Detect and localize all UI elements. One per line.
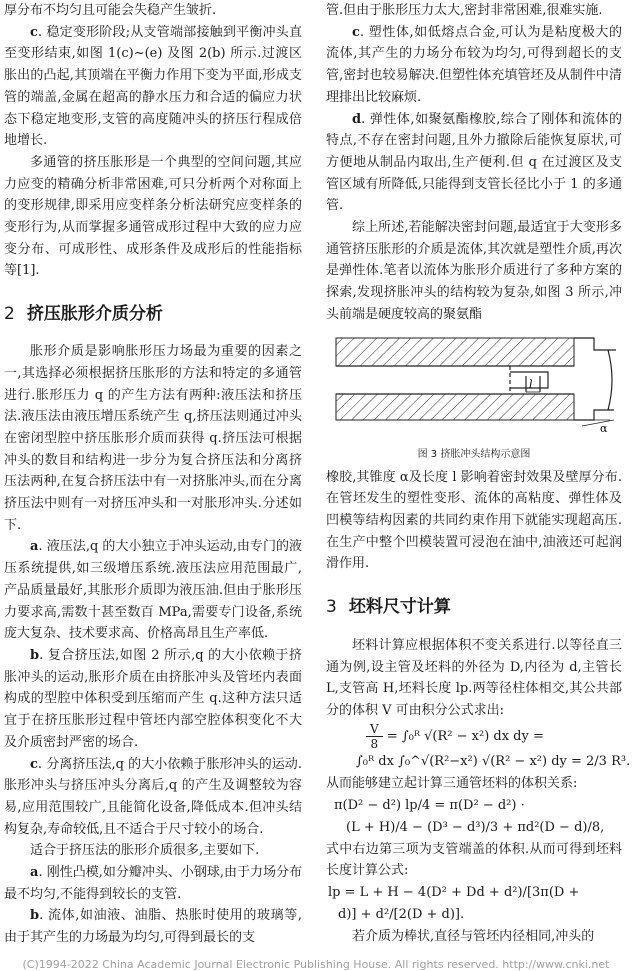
item-label: b xyxy=(30,908,40,924)
punch-hatched-body xyxy=(336,338,574,420)
paragraph-method-b xyxy=(4,645,302,754)
item-text: . 分离挤压法,q 的大小依赖于胀形冲头的运动.胀形冲头与挤压冲头分离后,q 的产生及调整较为容易,应用范围较广,且能简化设备,降低成本.但冲头结构复杂,寿命较低,且不适合于尺寸较小的场合. xyxy=(4,756,302,837)
figure-caption: 图 3 挤胀冲头结构示意图 xyxy=(417,448,531,460)
paragraph-stage-c xyxy=(4,22,302,152)
item-text: . 稳定变形阶段;从支管端部接触到平衡冲头直至变形结束,如图 1(c)~(e) 及图 2(b) 所示.过渡区胀出的凸起,其顶端在平衡力作用下变为平面,形成支管的端盖,金属在超高的静水压力和合适的偏应力状态下稳定地变形,支管的高度随冲头的挤压行程成倍地增长. xyxy=(4,24,302,149)
item-text: . 刚性凸模,如分瓣冲头、小钢球,由于力场分布最不均匀,不能得到较长的支管. xyxy=(4,865,302,902)
formula-volume-2: ∫₀ᴿ dx ∫₀^√(R²−x²) √(R² − x²) dy = 2/3 R³. xyxy=(356,753,631,769)
label-alpha: α xyxy=(600,421,608,435)
paragraph-media-b xyxy=(4,905,302,948)
formula-rhs: √(R² − x²) dx dy = xyxy=(424,728,544,744)
paragraph-after-figure: 橡胶,其锥度 α及长度 l 影响着密封效果及壁厚分布.在管坯发生的塑性变形、流体的高粘度、弹性体及凹模等结构因素的共同约束作用下就能实现超高压.在生产中整个凹模装置可浸泡在油中,油液还可起润滑作用. xyxy=(326,469,622,572)
fraction xyxy=(366,722,383,751)
item-label: c xyxy=(30,24,38,40)
left-column xyxy=(4,0,302,949)
section-heading-2 xyxy=(4,302,302,326)
paragraph-intro: 多通管的挤压胀形是一个典型的空间问题,其应力应变的精确分析非常困难,可只分析两个对称面上的变形规律,即采用应变样条分析法研究应变样条的变形行为,从而掌握多通管成形过程中大致的应力应变分布、可成形性、成形条件及成形后的性能指标等[1]. xyxy=(4,154,302,279)
paragraph-last: 若介质为棒状,直径与管坯内径相同,冲头的 xyxy=(352,928,595,944)
paragraph-media-c xyxy=(326,22,622,109)
punch-structure-diagram xyxy=(326,332,622,444)
item-text: . 塑性体,如低熔点合金,可认为是粘度极大的流体,其产生的力场分布较为均匀,可得到超长的支管,密封也较易解决.但塑性体充填管坯及从制件中清理排出比较麻烦. xyxy=(326,24,622,105)
item-label: b xyxy=(30,647,40,663)
right-column xyxy=(326,0,631,948)
figure-3 xyxy=(326,332,622,462)
paragraph-volume-relation: 从而能够建立起计算三通管坯料的体积关系: xyxy=(326,775,578,791)
formula-relation-2: (L + H)/4 − (D³ − d³)/3 + πd²(D − d)/8, xyxy=(346,819,605,835)
formula-integral: = ∫₀ᴿ xyxy=(386,728,420,744)
paragraph-media-a xyxy=(4,862,302,905)
item-label: c xyxy=(352,24,360,40)
section-title: 挤压胀形介质分析 xyxy=(26,304,163,325)
paragraph-method-a xyxy=(4,536,302,645)
paragraph-media-d xyxy=(326,109,622,218)
item-text: . 流体,如油液、油脂、热胀时使用的玻璃等,由于其产生的力场最为均匀,可得到最长的支 xyxy=(4,908,302,946)
paragraph-blank-calc: 坯料计算应根据体积不变关系进行.以等径直三通为例,设主管及坯料的外径为 D,内径为 d,主管长 L,支管高 H,坯料长度 lp.两等径柱体相交,其公共部分的体积 V 可由积分公式求出: xyxy=(326,638,622,719)
paragraph-medium-intro: 胀形介质是影响胀形压力场最为重要的因素之一,其选择必须根据挤压胀形的方法和特定的多通管进行.胀形压力 q 的产生方法有两种:液压法和挤压法.液压法由液压增压系统产生 q,挤压法则通过冲头在密闭型腔中挤压胀形介质而获得 q.挤压法可根据冲头的数目和结构进一步分为复合挤压法和分离挤压法两种,在复合挤压法中有一对挤胀冲头,而在分离挤压法中则有一对挤压冲头和一对胀形冲头.分述如下. xyxy=(4,344,302,533)
paragraph-continuation: 厚分布不均匀且可能会失稳产生皱折. xyxy=(4,3,217,18)
section-heading-3 xyxy=(326,595,622,619)
item-label: c xyxy=(30,756,38,772)
item-label: d xyxy=(352,111,362,127)
copyright-footer: (C)1994-2022 China Academic Journal Electronic Publishing House. All rights reserved. http://www.cnki.net xyxy=(22,958,610,971)
item-text: . 弹性体,如聚氨酯橡胶,综合了刚体和流体的特点,不存在密封问题,且外力撤除后能恢复原状,可方便地从制品内取出,生产便利.但 q 在过渡区及支管区域有所降低,只能得到支管长径比小于 1 的多通管. xyxy=(326,111,622,214)
paragraph-media-list: 适合于挤压法的胀形介质很多,主要如下. xyxy=(30,843,260,859)
paragraph-method-c xyxy=(4,754,302,841)
fraction-denominator: 8 xyxy=(370,736,379,751)
formula-volume-1 xyxy=(326,722,622,751)
section-title: 坯料尺寸计算 xyxy=(348,597,451,618)
section-number: 3 xyxy=(326,597,337,618)
fraction-numerator: V xyxy=(366,722,383,737)
paragraph-summary: 综上所述,若能解决密封问题,最适宜于大变形多通管挤压胀形的介质是流体,其次就是塑性介质,再次是弹性体.笔者以流体为胀形介质进行了多种方案的探索,发现挤胀冲头的结构较为复杂,如图 3 所示,冲头前端是硬度较高的聚氨酯 xyxy=(326,220,622,322)
label-l: l xyxy=(529,377,533,391)
formula-length-1: lp = L + H − 4(D² + Dd + d²)/[3π(D + xyxy=(328,884,580,900)
paragraph-formula-note: 式中右边第三项为支管端盖的体积.从而可得到坯料长度计算公式: xyxy=(326,841,622,879)
item-label: a xyxy=(30,539,39,555)
formula-length-2: d)] + d²/[2(D + d)]. xyxy=(338,906,465,922)
item-label: a xyxy=(30,865,39,881)
item-text: . 液压法,q 的大小独立于冲头运动,由专门的液压系统提供,如三级增压系统.液压法应用范围最广,产品质量最好,其胀形介质即为液压油.但由于胀形压力要求高,需数十甚至数百 MPa,需要专门设备,系统庞大复杂、技术要求高、价格高昂且生产率低. xyxy=(4,539,302,642)
paragraph-continuation: 管.但由于胀形压力太大,密封非常困难,很难实施. xyxy=(326,3,603,18)
formula-relation-1: π(D² − d²) lp/4 = π(D² − d²) · xyxy=(334,797,525,813)
section-number: 2 xyxy=(4,304,15,325)
item-text: . 复合挤压法,如图 2 所示,q 的大小依赖于挤胀冲头的运动,胀形介质在由挤胀冲头及管坯内表面构成的型腔中体积受到压缩而产生 q.这种方法只适宜于在挤压胀形过程中管坯内部空腔体积变化不大及介质密封严密的场合. xyxy=(4,647,302,750)
